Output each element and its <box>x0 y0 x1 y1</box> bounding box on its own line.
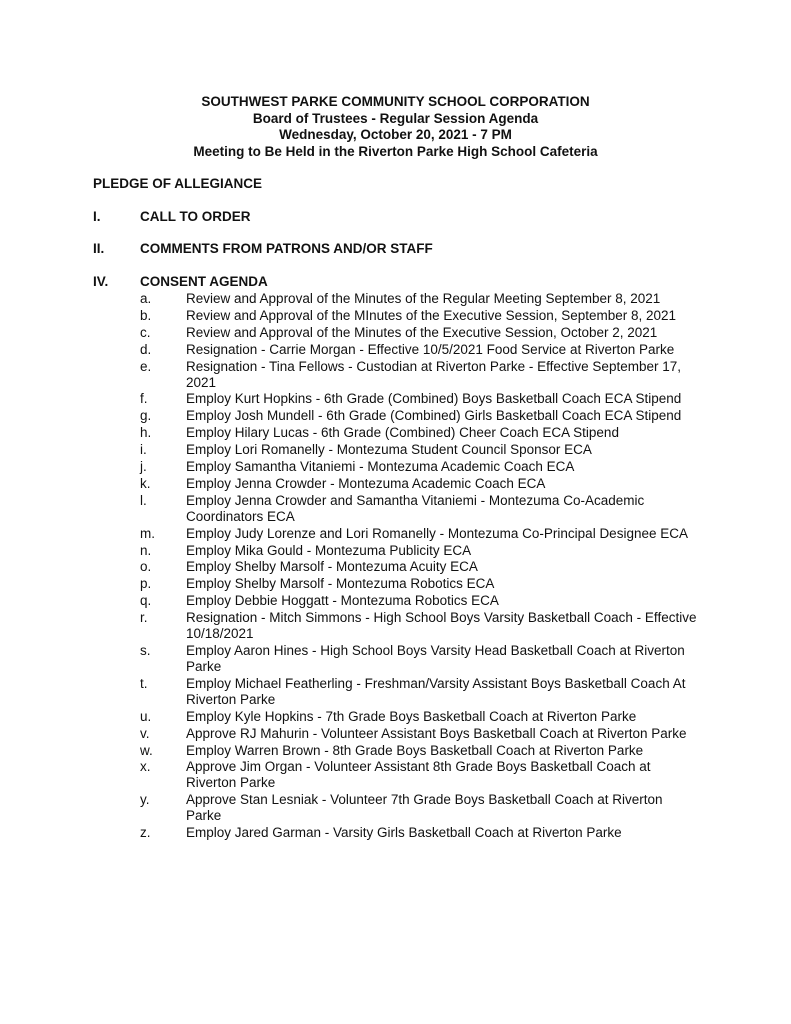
agenda-item-text: Employ Hilary Lucas - 6th Grade (Combined) Cheer Coach ECA Stipend <box>186 425 619 441</box>
agenda-item-text: Review and Approval of the Minutes of the Regular Meeting September 8, 2021 <box>186 291 661 306</box>
agenda-item-text: Resignation - Tina Fellows - Custodian at Riverton Parke - Effective September 17, 2021 <box>186 358 681 390</box>
meeting-location: Meeting to Be Held in the Riverton Parke High School Cafeteria <box>193 143 598 159</box>
section-title: COMMENTS FROM PATRONS AND/OR STAFF <box>140 241 433 256</box>
consent-agenda-list <box>140 291 700 842</box>
agenda-item <box>140 391 700 407</box>
agenda-item <box>140 576 700 592</box>
agenda-item-letter: t. <box>140 675 148 691</box>
agenda-item <box>140 408 700 424</box>
section-title: CONSENT AGENDA <box>140 274 268 289</box>
agenda-item-letter: b. <box>140 307 152 323</box>
agenda-item-text: Review and Approval of the Minutes of the Executive Session, October 2, 2021 <box>186 324 658 340</box>
agenda-item <box>140 308 700 324</box>
pledge-heading: PLEDGE OF ALLEGIANCE <box>93 176 263 191</box>
agenda-item-letter: u. <box>140 708 152 724</box>
agenda-item <box>140 759 700 791</box>
agenda-item-text: Employ Jenna Crowder and Samantha Vitaniemi - Montezuma Co-Academic Coordinators ECA <box>186 492 645 524</box>
agenda-item-text: Employ Josh Mundell - 6th Grade (Combined) Girls Basketball Coach ECA Stipend <box>186 408 682 424</box>
agenda-item-text: Employ Jared Garman - Varsity Girls Basketball Coach at Riverton Parke <box>186 825 622 841</box>
agenda-item <box>140 643 700 675</box>
agenda-item-text: Approve RJ Mahurin - Volunteer Assistant Boys Basketball Coach at Riverton Parke <box>186 725 687 741</box>
agenda-item-text: Employ Aaron Hines - High School Boys Varsity Head Basketball Coach at Riverton Parke <box>186 643 685 675</box>
agenda-item-letter: l. <box>140 492 147 508</box>
agenda-item-text: Employ Debbie Hoggatt - Montezuma Robotics ECA <box>186 593 499 609</box>
agenda-item <box>140 325 700 341</box>
agenda-item-text: Resignation - Mitch Simmons - High School Boys Varsity Basketball Coach - Effective 10/18/2021 <box>186 610 697 642</box>
agenda-item-text: Approve Jim Organ - Volunteer Assistant 8th Grade Boys Basketball Coach at Riverton Parke <box>186 759 651 791</box>
agenda-item <box>140 743 700 759</box>
agenda-item-text: Employ Samantha Vitaniemi - Montezuma Academic Coach ECA <box>186 459 575 475</box>
section-number: I. <box>93 209 101 224</box>
agenda-item <box>140 359 700 391</box>
agenda-item <box>140 825 700 841</box>
agenda-item-letter: j. <box>140 459 147 475</box>
meeting-date: Wednesday, October 20, 2021 - 7 PM <box>279 127 512 142</box>
agenda-item-text: Employ Warren Brown - 8th Grade Boys Basketball Coach at Riverton Parke <box>186 742 644 758</box>
agenda-item-text: Approve Stan Lesniak - Volunteer 7th Grade Boys Basketball Coach at Riverton Parke <box>186 792 663 824</box>
agenda-item-letter: s. <box>140 643 151 659</box>
section-title: CALL TO ORDER <box>140 209 251 224</box>
section-number: IV. <box>93 274 109 289</box>
agenda-item <box>140 526 700 542</box>
agenda-item-letter: i. <box>140 442 147 458</box>
agenda-item-letter: q. <box>140 593 152 609</box>
agenda-item <box>140 291 700 307</box>
agenda-item <box>140 476 700 492</box>
agenda-item-text: Review and Approval of the MInutes of the Executive Session, September 8, 2021 <box>186 307 677 323</box>
agenda-item <box>140 709 700 725</box>
agenda-item-letter: p. <box>140 576 152 592</box>
agenda-item-letter: h. <box>140 425 152 441</box>
agenda-item-text: Employ Mika Gould - Montezuma Publicity ECA <box>186 542 472 558</box>
agenda-item <box>140 726 700 742</box>
agenda-item-text: Employ Shelby Marsolf - Montezuma Acuity ECA <box>186 559 478 575</box>
agenda-item-text: Resignation - Carrie Morgan - Effective 10/5/2021 Food Service at Riverton Parke <box>186 341 675 357</box>
agenda-item <box>140 493 700 525</box>
agenda-item-letter: n. <box>140 542 152 558</box>
agenda-item-text: Employ Kurt Hopkins - 6th Grade (Combined) Boys Basketball Coach ECA Stipend <box>186 391 682 407</box>
agenda-item-letter: k. <box>140 475 151 491</box>
agenda-item-letter: w. <box>140 742 153 758</box>
agenda-item-text: Employ Kyle Hopkins - 7th Grade Boys Basketball Coach at Riverton Parke <box>186 708 637 724</box>
document-header <box>0 94 791 160</box>
section-number: II. <box>93 241 105 256</box>
agenda-item-letter: e. <box>140 358 152 374</box>
meeting-type: Board of Trustees - Regular Session Agenda <box>252 110 539 126</box>
agenda-item <box>140 543 700 559</box>
agenda-item-letter: g. <box>140 408 152 424</box>
agenda-item-letter: o. <box>140 559 152 575</box>
agenda-item-letter: x. <box>140 759 151 775</box>
agenda-item-letter: y. <box>140 792 150 808</box>
agenda-item-letter: z. <box>140 825 151 841</box>
agenda-item-text: Employ Lori Romanelly - Montezuma Student Council Sponsor ECA <box>186 442 592 458</box>
agenda-item-letter: a. <box>140 291 152 306</box>
agenda-item <box>140 442 700 458</box>
agenda-item <box>140 676 700 708</box>
agenda-item-letter: d. <box>140 341 152 357</box>
agenda-item-text: Employ Jenna Crowder - Montezuma Academic Coach ECA <box>186 475 546 491</box>
agenda-item <box>140 459 700 475</box>
agenda-item <box>140 792 700 824</box>
agenda-item-letter: v. <box>140 725 150 741</box>
organization-name: SOUTHWEST PARKE COMMUNITY SCHOOL CORPORATION <box>201 94 590 109</box>
agenda-item <box>140 559 700 575</box>
agenda-item-letter: m. <box>140 525 155 541</box>
agenda-item-text: Employ Judy Lorenze and Lori Romanelly - Montezuma Co-Principal Designee ECA <box>186 525 688 541</box>
agenda-item <box>140 610 700 642</box>
agenda-item <box>140 425 700 441</box>
agenda-item-text: Employ Michael Featherling - Freshman/Varsity Assistant Boys Basketball Coach At Riverton Parke <box>186 675 686 707</box>
agenda-item-text: Employ Shelby Marsolf - Montezuma Robotics ECA <box>186 576 495 592</box>
agenda-item-letter: c. <box>140 324 151 340</box>
agenda-item-letter: r. <box>140 610 148 626</box>
agenda-item <box>140 593 700 609</box>
agenda-item <box>140 342 700 358</box>
agenda-item-letter: f. <box>140 391 148 407</box>
